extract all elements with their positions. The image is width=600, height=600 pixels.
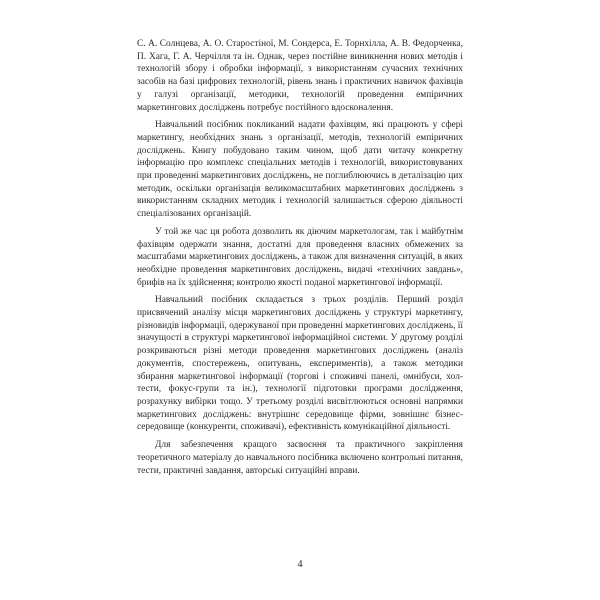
body-text xyxy=(137,38,463,482)
page-number: 4 xyxy=(297,559,303,570)
paragraph-continuation: С. А. Солнцева, А. О. Старостіної, М. Сондерса, Е. Торнхілла, А. В. Федорченка, П. Хага, Г. А. Черчілля та ін. Однак, через постійне виникнення нових методів і технологій збору і обробки інформації, з використанням сучасних технічних засобів на базі цифрових технологій, рівень знань і практичних навичок фахівців у галузі організації, методики, технологій проведення емпіричних маркетингових досліджень потребує постійного вдосконалення. xyxy=(137,39,463,113)
paragraph-exercises: Для забезпечення кращого засвоєння та практичного закріплення теоретичного матеріалу до навчального посібника включено контрольні питання, тести, практичні завдання, авторські ситуаційні вправи. xyxy=(137,440,463,476)
paragraph-purpose: Навчальний посібник покликаний надати фахівцям, які працюють у сфері маркетингу, необхідних знань з організації, методів, технологій емпіричних досліджень. Книгу побудовано таким чином, щоб дати читачу конкретну інформацію про комплекс спеціальних методів і технологій, використовуваних при проведенні маркетингових досліджень, не поглиблюючись в деталізацію цих методик, оскільки організація великомасштабних маркетингових досліджень з використанням складних методик і технологій залишається сферою діяльності спеціалізованих організацій. xyxy=(137,120,463,220)
paragraph-benefits: У той же час ця робота дозволить як діючим маркетологам, так і майбутнім фахівцям одержати знання, достатні для проведення власних обмежених за масштабами маркетингових досліджень, а також для визначення ситуацій, в яких необхідне проведення маркетингових досліджень, видачі «технічних завдань», брифів на їх здійснення; контролю якості поданої маркетингової інформації. xyxy=(137,226,463,288)
paragraph-structure: Навчальний посібник складається з трьох розділів. Перший розділ присвячений аналізу місця маркетингових досліджень у структурі маркетингу, різновидів інформації, одержуваної при проведенні маркетингових досліджень, її значущості в структурі маркетингової інформаційної системи. У другому розділі розкриваються різні методи проведення маркетингових досліджень (аналіз документів, спостережень, опитувань, експериментів), а також методики збирання маркетингової інформації (торгові і споживчі панелі, омнібуси, хол-тести, фокус-групи та ін.), технології підготовки програми дослідження, розрахунку вибірки тощо. У третьому розділі висвітлюються основні напрямки маркетингових досліджень: внутрішнє середовище фірми, зовнішнє бізнес-середовище (конкуренти, споживачі), ефективність комунікаційної діяльності. xyxy=(137,295,463,433)
